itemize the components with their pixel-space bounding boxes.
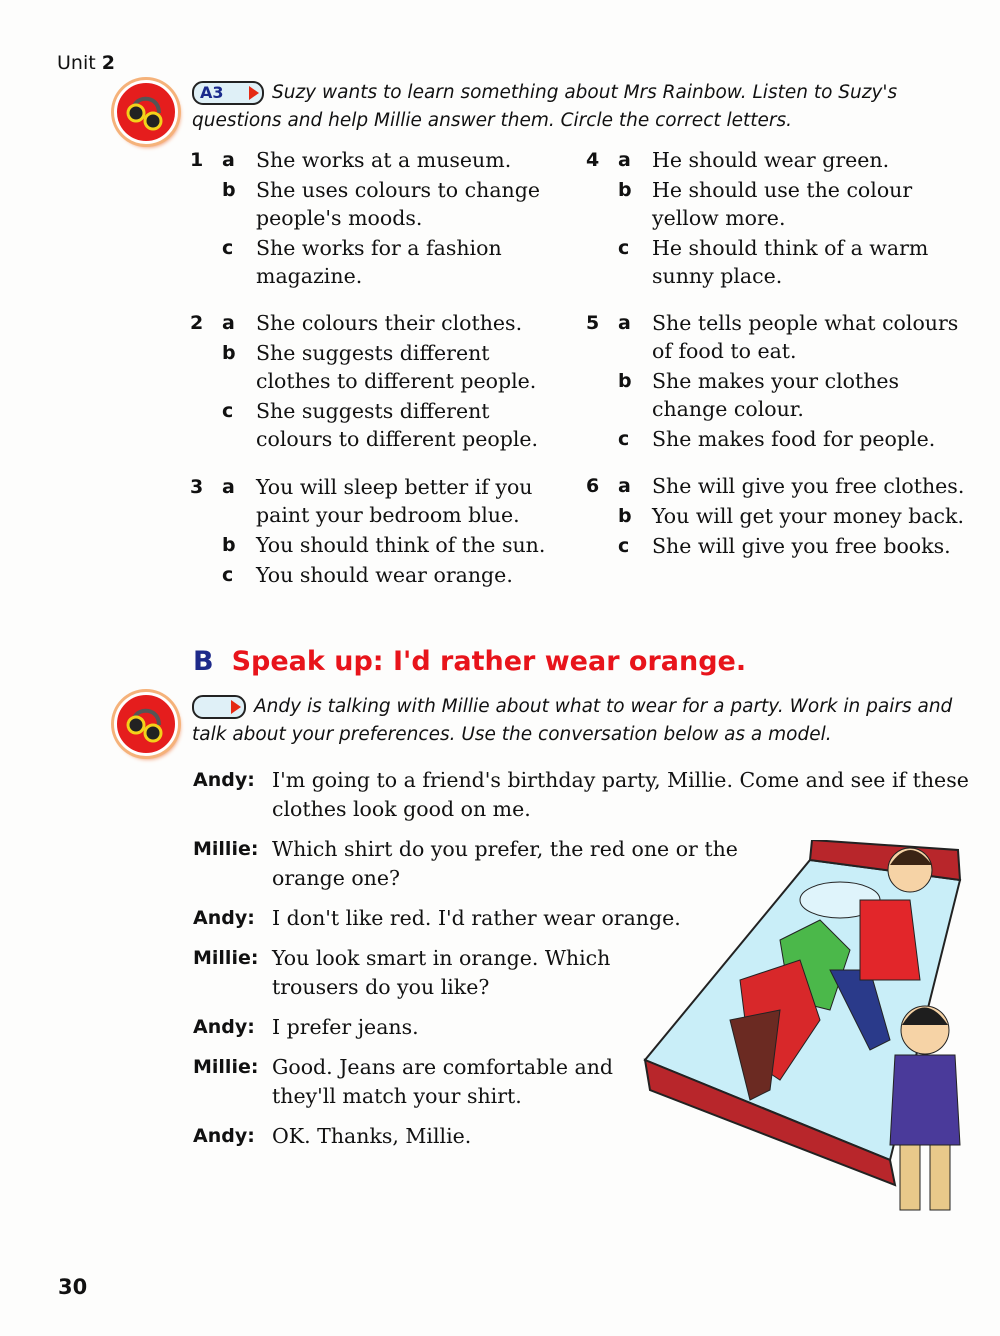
- question-4: [586, 146, 928, 292]
- option-text: You will sleep better if you: [256, 475, 533, 499]
- question-number: 6: [586, 475, 600, 497]
- option-text: She will give you free clothes.: [652, 474, 965, 498]
- speaker-name: Millie:: [193, 947, 259, 969]
- dialogue-line: [193, 904, 681, 933]
- section-title: Speak up: I'd rather wear orange.: [231, 646, 747, 677]
- option-text: You should think of the sun.: [256, 533, 546, 557]
- option-letter[interactable]: b: [222, 534, 236, 556]
- option-letter[interactable]: a: [618, 149, 631, 171]
- option-text: yellow more.: [652, 206, 786, 230]
- instruction-text: Suzy wants to learn something about Mrs Rainbow. Listen to Suzy's questions and help Millie answer them. Circle the correct letters.: [192, 82, 898, 131]
- answer-option-c[interactable]: [190, 561, 545, 589]
- option-letter[interactable]: b: [618, 505, 632, 527]
- answer-option-c[interactable]: [190, 397, 538, 453]
- play-icon: [249, 86, 259, 100]
- option-text: She suggests different: [256, 399, 490, 423]
- dialogue-text: Which shirt do you prefer, the red one or the: [272, 837, 738, 861]
- option-text: She will give you free books.: [652, 534, 951, 558]
- option-text: She tells people what colours: [652, 311, 959, 335]
- option-letter[interactable]: c: [618, 535, 630, 557]
- dialogue-line: [193, 1053, 613, 1111]
- dialogue-text: I'm going to a friend's birthday party, Millie. Come and see if these: [272, 768, 969, 792]
- page-number: 30: [58, 1275, 88, 1299]
- option-text: She colours their clothes.: [256, 311, 523, 335]
- question-number: 4: [586, 149, 600, 171]
- section-letter: B: [193, 646, 214, 677]
- speaker-name: Millie:: [193, 838, 259, 860]
- option-letter[interactable]: b: [618, 370, 632, 392]
- option-letter[interactable]: a: [222, 312, 235, 334]
- option-text: He should think of a warm: [652, 236, 929, 260]
- track-label: A3: [200, 83, 224, 102]
- option-text: She works at a museum.: [256, 148, 512, 172]
- option-letter[interactable]: c: [618, 428, 630, 450]
- answer-option-b[interactable]: [190, 531, 545, 559]
- speaker-name: Andy:: [193, 907, 255, 929]
- option-text: colours to different people.: [256, 427, 539, 451]
- answer-option-b[interactable]: [190, 339, 538, 395]
- answer-option-a[interactable]: [190, 146, 540, 174]
- option-letter[interactable]: b: [222, 179, 236, 201]
- speaker-name: Millie:: [193, 1056, 259, 1078]
- dialogue-line: [193, 1122, 471, 1151]
- dialogue-text: OK. Thanks, Millie.: [272, 1124, 472, 1148]
- unit-label: [57, 52, 115, 74]
- speaker-name: Andy:: [193, 1125, 255, 1147]
- speaking-headphones-icon: [114, 692, 178, 756]
- option-text: He should wear green.: [652, 148, 890, 172]
- option-text: She works for a fashion: [256, 236, 502, 260]
- option-letter[interactable]: a: [618, 312, 631, 334]
- dialogue-text: they'll match your shirt.: [272, 1084, 522, 1108]
- question-3: [190, 473, 545, 591]
- answer-option-c[interactable]: [586, 234, 928, 290]
- dialogue-line: [193, 1013, 419, 1042]
- question-number: 3: [190, 476, 204, 498]
- unit-text: Unit: [57, 52, 96, 74]
- answer-option-c[interactable]: [586, 425, 958, 453]
- option-letter[interactable]: a: [222, 476, 235, 498]
- answer-option-a[interactable]: [190, 309, 538, 337]
- question-1: [190, 146, 540, 292]
- option-letter[interactable]: c: [618, 237, 630, 259]
- option-text: He should use the colour: [652, 178, 913, 202]
- dialogue-line: [193, 766, 969, 824]
- answer-option-b[interactable]: [190, 176, 540, 232]
- bedroom-illustration: [640, 840, 970, 1220]
- option-text: sunny place.: [652, 264, 783, 288]
- option-text: She makes your clothes: [652, 369, 900, 393]
- speaker-name: Andy:: [193, 769, 255, 791]
- audio-track-badge[interactable]: [192, 81, 264, 105]
- answer-option-b[interactable]: [586, 367, 958, 423]
- speaker-name: Andy:: [193, 1016, 255, 1038]
- instruction-text: Andy is talking with Millie about what to wear for a party. Work in pairs and talk about your preferences. Use the conversation below as a model.: [192, 696, 953, 745]
- question-5: [586, 309, 958, 455]
- option-text: of food to eat.: [652, 339, 797, 363]
- option-text: She makes food for people.: [652, 427, 936, 451]
- dialogue-line: [193, 944, 610, 1002]
- question-2: [190, 309, 538, 455]
- question-6: [586, 472, 964, 562]
- answer-option-c[interactable]: [586, 532, 964, 560]
- option-text: people's moods.: [256, 206, 423, 230]
- option-text: magazine.: [256, 264, 363, 288]
- answer-option-b[interactable]: [586, 502, 964, 530]
- question-number: 1: [190, 149, 204, 171]
- question-number: 2: [190, 312, 204, 334]
- option-text: You should wear orange.: [256, 563, 513, 587]
- answer-option-a[interactable]: [586, 472, 964, 500]
- section-b-heading: [193, 646, 746, 677]
- question-number: 5: [586, 312, 600, 334]
- dialogue-text: You look smart in orange. Which: [272, 946, 611, 970]
- option-letter[interactable]: a: [618, 475, 631, 497]
- dialogue-text: Good. Jeans are comfortable and: [272, 1055, 614, 1079]
- answer-option-b[interactable]: [586, 176, 928, 232]
- option-letter[interactable]: b: [222, 342, 236, 364]
- unit-number: 2: [101, 52, 115, 74]
- option-text: paint your bedroom blue.: [256, 503, 520, 527]
- dialogue-text: I prefer jeans.: [272, 1015, 419, 1039]
- option-text: clothes to different people.: [256, 369, 537, 393]
- option-text: She uses colours to change: [256, 178, 541, 202]
- option-letter[interactable]: c: [222, 400, 234, 422]
- option-letter[interactable]: b: [618, 179, 632, 201]
- option-text: change colour.: [652, 397, 804, 421]
- dialogue-text: orange one?: [272, 866, 401, 890]
- section-b-instruction: [192, 693, 972, 749]
- option-text: She suggests different: [256, 341, 490, 365]
- dialogue-text: trousers do you like?: [272, 975, 490, 999]
- option-text: You will get your money back.: [652, 504, 964, 528]
- section-a-instruction: [192, 79, 982, 135]
- option-letter[interactable]: a: [222, 149, 235, 171]
- answer-option-a[interactable]: [586, 309, 958, 365]
- play-icon: [231, 700, 241, 714]
- answer-option-a[interactable]: [190, 473, 545, 529]
- audio-badge[interactable]: [192, 695, 246, 719]
- listening-headphones-icon: [114, 80, 178, 144]
- dialogue-text: clothes look good on me.: [272, 797, 531, 821]
- option-letter[interactable]: c: [222, 237, 234, 259]
- answer-option-c[interactable]: [190, 234, 540, 290]
- option-letter[interactable]: c: [222, 564, 234, 586]
- dialogue-text: I don't like red. I'd rather wear orange.: [272, 906, 681, 930]
- answer-option-a[interactable]: [586, 146, 928, 174]
